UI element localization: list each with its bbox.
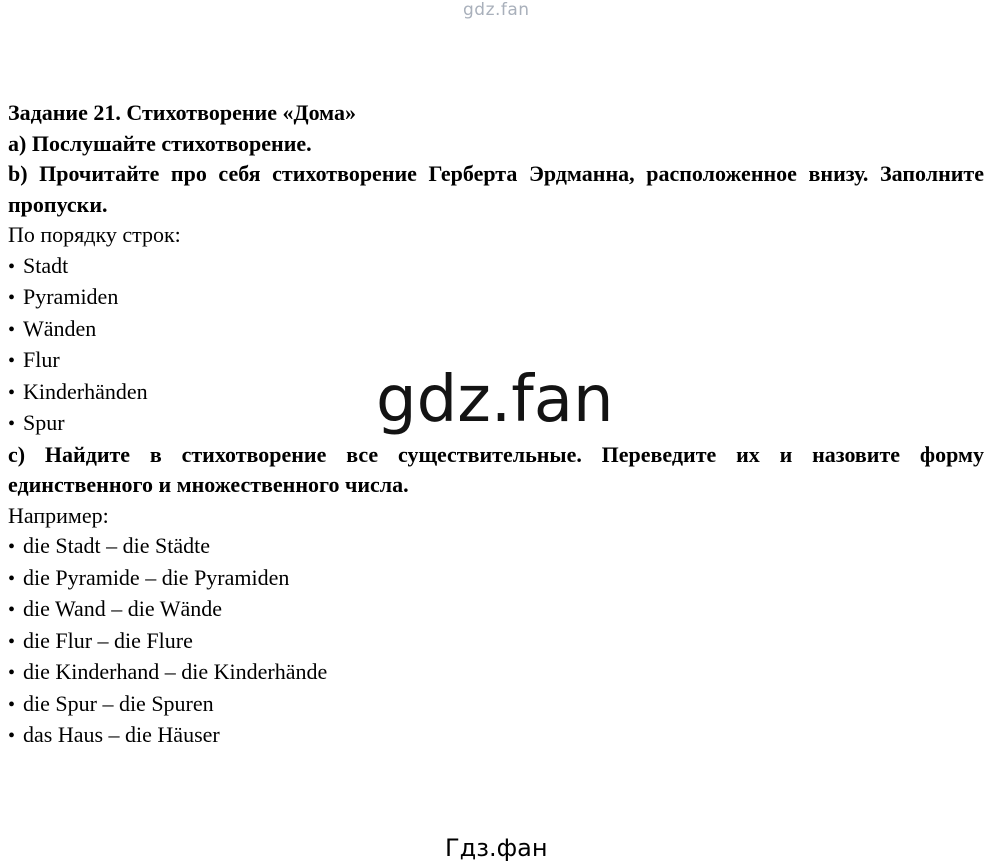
task-title: Задание 21. Стихотворение «Дома» xyxy=(8,100,357,125)
bullet-icon: • xyxy=(8,350,16,372)
list-item xyxy=(8,314,984,346)
list-item xyxy=(8,594,984,626)
list-item-text: die Stadt – die Städte xyxy=(23,533,210,558)
watermark-bottom: Гдз.фан xyxy=(445,834,548,862)
list-item-text: die Flur – die Flure xyxy=(23,627,193,653)
order-label: По порядку строк: xyxy=(8,222,181,247)
bullet-icon: • xyxy=(8,318,16,341)
list-item-text: die Pyramide – die Pyramiden xyxy=(23,564,290,590)
list-item-text: Wänden xyxy=(23,315,97,341)
list-item-text: Stadt xyxy=(23,252,69,278)
list-item xyxy=(8,657,984,689)
part-a-text: а) Послушайте стихотворение. xyxy=(8,130,312,156)
list-item xyxy=(8,531,984,563)
bullet-icon: • xyxy=(8,662,16,684)
part-c-text: с) Найдите в стихотворение все существительные. Переведите их и назовите форму единственного и множественного числа. xyxy=(8,441,984,497)
bullet-icon: • xyxy=(8,381,16,404)
bullet-icon: • xyxy=(8,536,16,558)
list-item xyxy=(8,282,984,314)
list-item-text: Spur xyxy=(23,410,65,435)
list-item-text: das Haus – die Häuser xyxy=(23,722,220,747)
list-item xyxy=(8,563,984,595)
example-list xyxy=(8,531,984,752)
bullet-icon: • xyxy=(8,725,16,747)
list-item xyxy=(8,689,984,721)
watermark-center: gdz.fan xyxy=(376,363,614,437)
bullet-icon: • xyxy=(8,413,16,435)
list-item xyxy=(8,251,984,283)
list-item-text: Pyramiden xyxy=(23,284,119,309)
list-item-text: die Kinderhand – die Kinderhände xyxy=(23,659,328,684)
list-item-text: die Wand – die Wände xyxy=(23,596,223,621)
list-item-text: Flur xyxy=(23,347,60,372)
list-item-text: die Spur – die Spuren xyxy=(23,690,214,716)
bullet-icon: • xyxy=(8,693,16,716)
list-item xyxy=(8,720,984,752)
bullet-icon: • xyxy=(8,599,16,621)
list-item-text: Kinderhänden xyxy=(23,378,148,404)
bullet-icon: • xyxy=(8,630,16,653)
watermark-top: gdz.fan xyxy=(463,0,530,20)
bullet-icon: • xyxy=(8,255,16,278)
list-item xyxy=(8,626,984,658)
bullet-icon: • xyxy=(8,287,16,309)
part-b-text: b) Прочитайте про себя стихотворение Герберта Эрдманна, расположенное внизу. Заполните пропуски. xyxy=(8,161,984,217)
example-label: Например: xyxy=(8,502,109,528)
bullet-icon: • xyxy=(8,567,16,590)
